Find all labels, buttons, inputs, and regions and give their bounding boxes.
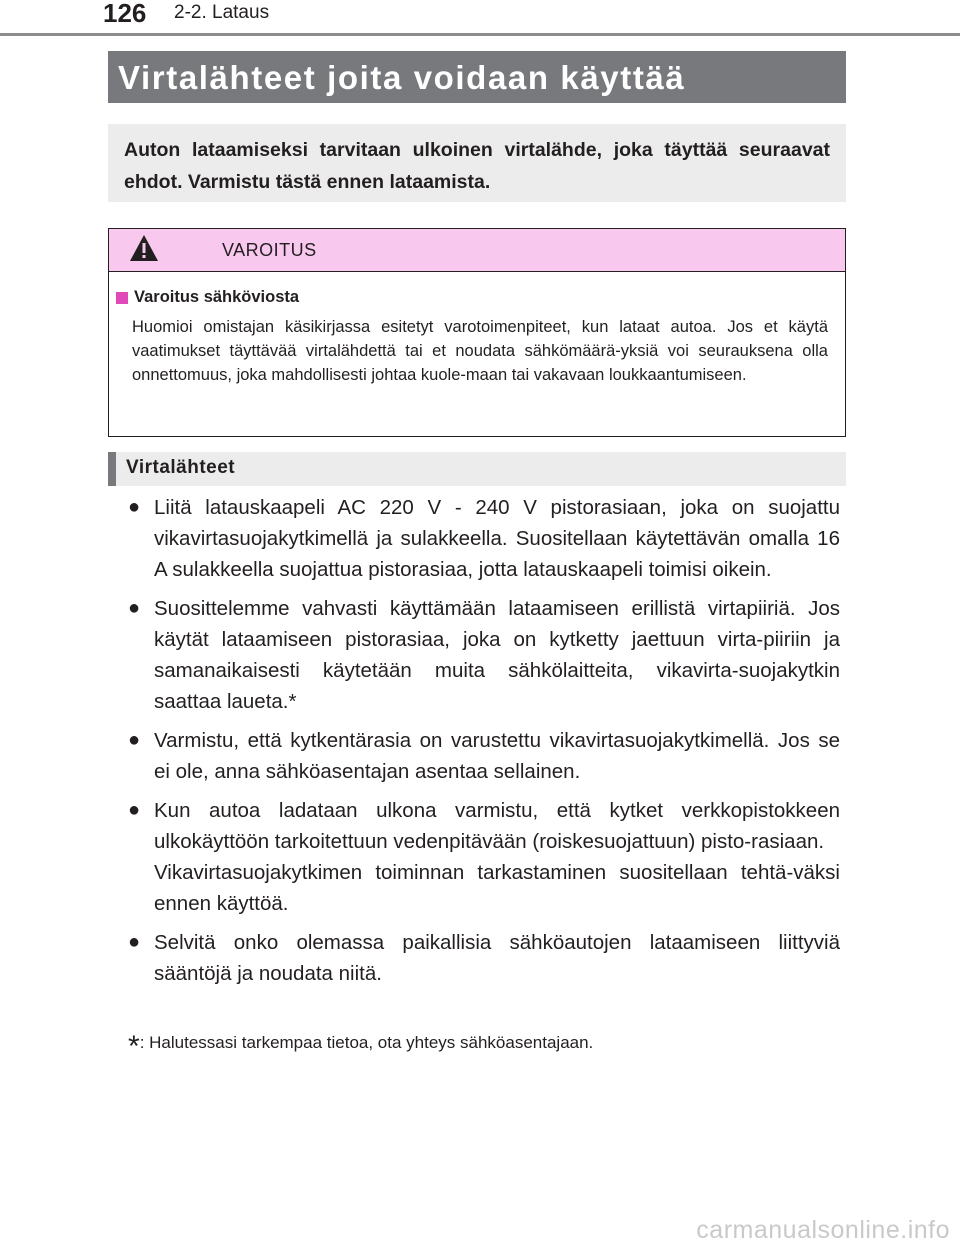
list-item bbox=[128, 795, 840, 919]
warning-header bbox=[109, 229, 845, 272]
list-item-text: Selvitä onko olemassa paikallisia sähköautojen lataamiseen liittyviä sääntöjä ja noudata niitä. bbox=[154, 931, 840, 985]
page-title: Virtalähteet joita voidaan käyttää bbox=[108, 51, 846, 103]
subsection-heading: Virtalähteet bbox=[108, 452, 846, 486]
footnote-text: : Halutessasi tarkempaa tietoa, ota yhteys sähköasentajaan. bbox=[139, 1033, 594, 1052]
list-item-text: Liitä latauskaapeli AC 220 V - 240 V pistorasiaan, joka on suojattu vikavirtasuojakytkimellä ja sulakkeella. Suositellaan käytettävän omalla 16 A sulakkeella suojattua pistorasiaa, jotta latauskaapeli toimisi oikein. bbox=[154, 496, 840, 581]
intro-text: Auton lataamiseksi tarvitaan ulkoinen virtalähde, joka täyttää seuraavat ehdot. Varmistu tästä ennen lataamista. bbox=[124, 139, 830, 193]
warning-triangle-icon bbox=[129, 233, 159, 263]
square-bullet-icon bbox=[116, 292, 128, 304]
warning-text: Huomioi omistajan käsikirjassa esitetyt varotoimenpiteet, kun lataat autoa. Jos et käytä vaatimukset täyttävää virtalähdettä tai et noudata sähkömäärä-yksiä voi seurauksena olla onnettomuus, joka mahdollisesti johtaa kuole-maan tai vakavaan loukkaantumiseen. bbox=[132, 318, 828, 384]
list-item-note: Vikavirtasuojakytkimen toiminnan tarkastaminen suositellaan tehtä-väksi ennen käyttöä. bbox=[154, 861, 840, 915]
warning-subheading bbox=[116, 288, 828, 307]
bullet-list bbox=[128, 492, 840, 997]
list-item-text: Suosittelemme vahvasti käyttämään lataamiseen erillistä virtapiiriä. Jos käytät lataamiseen pistorasiaa, joka on kytketty jaettuun virta-piiriin ja samanaikaisesti käytetään muita sähkölaitteita, vikavirta-suojakytkin saattaa laueta.* bbox=[154, 597, 840, 713]
watermark: carmanualsonline.info bbox=[696, 1216, 950, 1244]
list-item bbox=[128, 593, 840, 717]
list-item-text: Kun autoa ladataan ulkona varmistu, että kytket verkkopistokkeen ulkokäyttöön tarkoitettuun vedenpitävään (roiskesuojattuun) pisto-rasiaan. bbox=[154, 799, 840, 853]
header-rule bbox=[0, 33, 960, 36]
bullet-dot-icon: ● bbox=[128, 729, 141, 751]
list-item bbox=[128, 725, 840, 787]
bullet-dot-icon: ● bbox=[128, 931, 141, 953]
list-item bbox=[128, 927, 840, 989]
warning-body bbox=[109, 272, 845, 387]
list-item bbox=[128, 492, 840, 585]
warning-box bbox=[108, 228, 846, 437]
warning-title: VAROITUS bbox=[222, 240, 317, 260]
page-number: 126 bbox=[103, 0, 147, 28]
intro-box bbox=[108, 124, 846, 202]
footnote bbox=[128, 1030, 840, 1064]
bullet-dot-icon: ● bbox=[128, 799, 141, 821]
warning-subheading-text: Varoitus sähköviosta bbox=[134, 288, 300, 306]
list-item-text: Varmistu, että kytkentärasia on varustettu vikavirtasuojakytkimellä. Jos se ei ole, anna sähköasentajan asentaa sellainen. bbox=[154, 729, 840, 783]
bullet-dot-icon: ● bbox=[128, 496, 141, 518]
footnote-marker: * bbox=[128, 1030, 140, 1063]
section-label: 2-2. Lataus bbox=[174, 2, 270, 23]
bullet-dot-icon: ● bbox=[128, 597, 141, 619]
list-item-body bbox=[154, 795, 840, 919]
